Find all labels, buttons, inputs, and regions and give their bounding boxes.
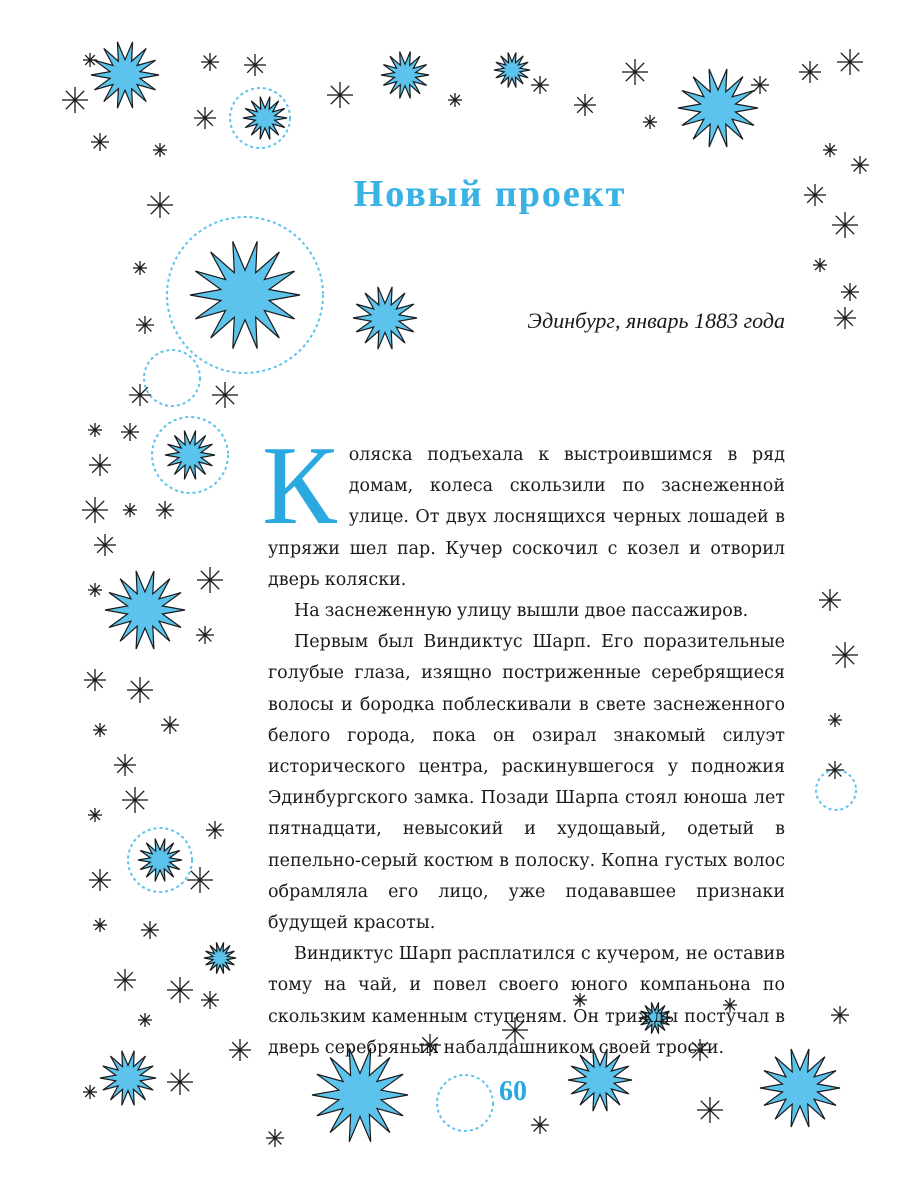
snowflake-icon	[494, 53, 530, 88]
snowflake-icon	[831, 1006, 849, 1024]
paragraph-4: Виндиктус Шарп расплатился с кучером, не оставив тому на чай, и повел своего юного компаньона по скользким каменным ступеням. Он трижды постучал в дверь серебряным набалдашником своей трости.	[268, 944, 785, 1058]
snowflake-icon	[167, 1069, 193, 1095]
snowflake-icon	[62, 87, 88, 113]
drop-cap: К	[262, 424, 337, 548]
snowflake-icon	[244, 54, 266, 76]
snowflake-icon	[88, 583, 102, 597]
snowflake-icon	[327, 82, 353, 108]
snowflake-icon	[832, 212, 858, 238]
chapter-body	[262, 424, 785, 1064]
snow-ring	[816, 770, 856, 810]
page-number: 60	[499, 1076, 527, 1107]
snowflake-icon	[138, 1013, 152, 1027]
snowflake-icon	[837, 49, 863, 75]
snowflake-icon	[91, 42, 159, 108]
snowflake-icon	[121, 423, 139, 441]
snowflake-icon	[832, 642, 858, 668]
snowflake-icon	[190, 241, 300, 348]
snowflake-icon	[819, 589, 841, 611]
snowflake-icon	[94, 534, 116, 556]
snowflake-icon	[243, 97, 287, 140]
snowflake-icon	[574, 94, 596, 116]
snowflake-icon	[93, 918, 107, 932]
snowflake-icon	[381, 52, 429, 99]
snowflake-icon	[197, 567, 223, 593]
snowflake-icon	[167, 977, 193, 1003]
snowflake-icon	[129, 384, 151, 406]
snowflake-icon	[643, 115, 657, 129]
snowflake-icon	[153, 143, 167, 157]
snowflake-icon	[841, 283, 859, 301]
snowflake-icon	[88, 423, 102, 437]
chapter-dateline: Эдинбург, январь 1883 года	[527, 308, 785, 333]
snowflake-icon	[196, 626, 214, 644]
snowflake-icon	[84, 669, 106, 691]
snowflake-icon	[156, 501, 174, 519]
snowflake-icon	[229, 1039, 251, 1061]
snowflake-icon	[127, 677, 153, 703]
snowflake-icon	[161, 716, 179, 734]
snowflake-icon	[114, 969, 136, 991]
snowflake-icon	[851, 156, 869, 174]
snowflake-icon	[799, 61, 821, 83]
snowflake-icon	[89, 869, 111, 891]
snowflake-icon	[201, 991, 219, 1009]
snowflake-icon	[531, 1116, 549, 1134]
snowflake-icon	[122, 787, 148, 813]
snowflake-icon	[353, 287, 417, 349]
snow-ring	[144, 350, 200, 406]
snowflake-icon	[828, 713, 842, 727]
snowflake-icon	[204, 942, 236, 973]
snowflake-icon	[123, 503, 137, 517]
snowflake-icon	[201, 53, 219, 71]
paragraph-2: На заснеженную улицу вышли двое пассажиров.	[294, 601, 749, 622]
chapter-title: Новый проект	[353, 173, 627, 215]
snowflake-icon	[93, 723, 107, 737]
snowflake-icon	[212, 382, 238, 408]
snowflake-icon	[82, 497, 108, 523]
snowflake-icon	[194, 107, 216, 129]
snowflake-icon	[531, 76, 549, 94]
snowflake-icon	[114, 754, 136, 776]
snowflake-icon	[804, 184, 826, 206]
snowflake-icon	[187, 867, 213, 893]
snowflake-icon	[133, 261, 147, 275]
snowflake-icon	[141, 921, 159, 939]
snowflake-icon	[105, 571, 185, 649]
snowflake-icon	[206, 821, 224, 839]
snowflake-icon	[83, 53, 97, 67]
snowflake-icon	[266, 1129, 284, 1147]
snowflake-icon	[91, 133, 109, 151]
snowflake-icon	[136, 316, 154, 334]
snowflake-icon	[834, 307, 856, 329]
snowflake-icon	[823, 143, 837, 157]
snowflake-icon	[751, 76, 769, 94]
paragraph-3: Первым был Виндиктус Шарп. Его поразительные голубые глаза, изящно постриженные серебрящиеся волосы и бородка поблескивали в свете заснеженного белого города, пока он озирал знакомый силуэт исторического центра, раскинувшегося у подножия Эдинбургского замка. Позади Шарпа стоял юноша лет пятнадцати, невысокий и худощавый, одетый в пепельно-серый костюм в полоску. Копна густых волос обрамляла его лицо, уже подававшее признаки будущей красоты.	[268, 632, 785, 934]
snowflake-icon	[88, 808, 102, 822]
snowflake-icon	[813, 258, 827, 272]
snowflake-icon	[448, 93, 462, 107]
snowflake-icon	[100, 1051, 156, 1106]
snowflake-icon	[138, 839, 182, 882]
snowflake-icon	[147, 192, 173, 218]
snowflake-icon	[826, 761, 844, 779]
paragraph-1: Коляска подъехала к выстроившимся в ряд домам, колеса скользили по заснеженной улице. От двух лоснящихся черных лошадей в упряжи шел пар. Кучер соскочил с козел и отворил дверь коляски.	[262, 424, 785, 590]
snowflake-icon	[678, 69, 758, 147]
snowflake-icon	[165, 431, 215, 480]
snowflake-icon	[83, 1085, 97, 1099]
snowflake-icon	[89, 454, 111, 476]
snowflake-icon	[697, 1097, 723, 1123]
snowflake-icon	[622, 59, 648, 85]
